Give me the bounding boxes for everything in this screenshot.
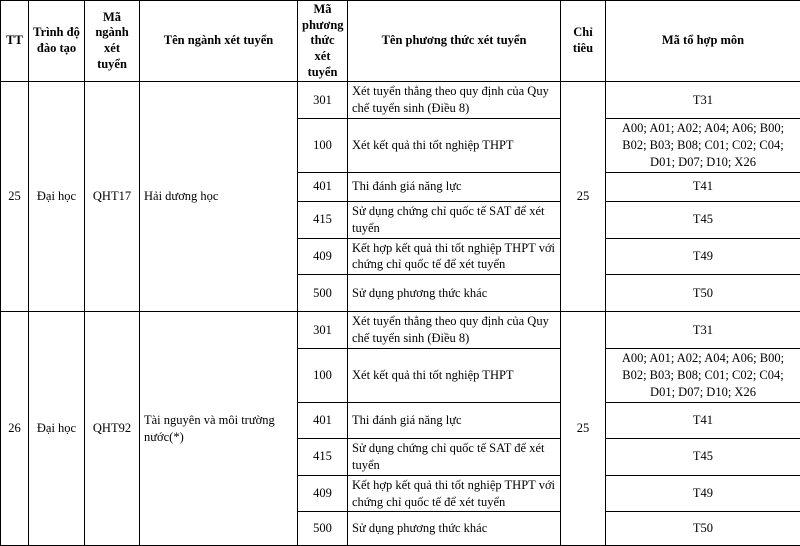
cell-method-name: Sử dụng phương thức khác [348, 512, 561, 546]
cell-method-code: 500 [298, 512, 348, 546]
cell-method-code: 409 [298, 238, 348, 275]
cell-combo: T41 [606, 172, 800, 201]
header-quota: Chỉ tiêu [561, 1, 606, 82]
cell-tt: 26 [1, 312, 29, 546]
cell-method-code: 100 [298, 119, 348, 173]
cell-combo: T31 [606, 312, 800, 349]
cell-method-name: Sử dụng chứng chỉ quốc tế SAT để xét tuyển [348, 438, 561, 475]
cell-method-code: 500 [298, 275, 348, 312]
header-tt: TT [1, 1, 29, 82]
cell-method-name: Thi đánh giá năng lực [348, 402, 561, 438]
cell-method-code: 415 [298, 201, 348, 238]
header-level: Trình độ đào tạo [29, 1, 85, 82]
cell-combo: T49 [606, 238, 800, 275]
cell-method-code: 415 [298, 438, 348, 475]
cell-method-name: Sử dụng phương thức khác [348, 275, 561, 312]
cell-method-code: 100 [298, 349, 348, 403]
cell-quota: 25 [561, 312, 606, 546]
header-major-name: Tên ngành xét tuyển [140, 1, 298, 82]
header-combo: Mã tổ hợp môn [606, 1, 800, 82]
cell-combo: T50 [606, 512, 800, 546]
cell-method-code: 401 [298, 172, 348, 201]
cell-method-name: Xét kết quả thi tốt nghiệp THPT [348, 349, 561, 403]
cell-quota: 25 [561, 82, 606, 312]
cell-major-name: Hải dương học [140, 82, 298, 312]
header-method-code: Mã phương thức xét tuyển [298, 1, 348, 82]
cell-tt: 25 [1, 82, 29, 312]
cell-method-code: 301 [298, 312, 348, 349]
cell-method-name: Kết hợp kết quả thi tốt nghiệp THPT với chứng chỉ quốc tế để xét tuyển [348, 238, 561, 275]
cell-method-name: Kết hợp kết quả thi tốt nghiệp THPT với chứng chỉ quốc tế để xét tuyển [348, 475, 561, 512]
cell-combo: T50 [606, 275, 800, 312]
table-row [1, 82, 800, 119]
cell-method-name: Xét kết quả thi tốt nghiệp THPT [348, 119, 561, 173]
header-major-code: Mã ngành xét tuyển [85, 1, 140, 82]
cell-method-name: Xét tuyển thẳng theo quy định của Quy chế tuyển sinh (Điều 8) [348, 312, 561, 349]
cell-method-code: 401 [298, 402, 348, 438]
cell-method-name: Sử dụng chứng chỉ quốc tế SAT để xét tuyển [348, 201, 561, 238]
table-row [1, 312, 800, 349]
cell-method-name: Xét tuyển thẳng theo quy định của Quy chế tuyển sinh (Điều 8) [348, 82, 561, 119]
header-row [1, 1, 800, 82]
cell-major-code: QHT92 [85, 312, 140, 546]
cell-method-code: 409 [298, 475, 348, 512]
cell-method-code: 301 [298, 82, 348, 119]
cell-combo: T41 [606, 402, 800, 438]
cell-level: Đại học [29, 82, 85, 312]
cell-major-code: QHT17 [85, 82, 140, 312]
cell-major-name: Tài nguyên và môi trường nước(*) [140, 312, 298, 546]
cell-combo: T45 [606, 438, 800, 475]
cell-combo: T49 [606, 475, 800, 512]
cell-combo: T45 [606, 201, 800, 238]
header-method-name: Tên phương thức xét tuyển [348, 1, 561, 82]
cell-combo: A00; A01; A02; A04; A06; B00; B02; B03; B08; C01; C02; C04; D01; D07; D10; X26 [606, 119, 800, 173]
cell-method-name: Thi đánh giá năng lực [348, 172, 561, 201]
cell-combo: T31 [606, 82, 800, 119]
cell-combo: A00; A01; A02; A04; A06; B00; B02; B03; B08; C01; C02; C04; D01; D07; D10; X26 [606, 349, 800, 403]
cell-level: Đại học [29, 312, 85, 546]
